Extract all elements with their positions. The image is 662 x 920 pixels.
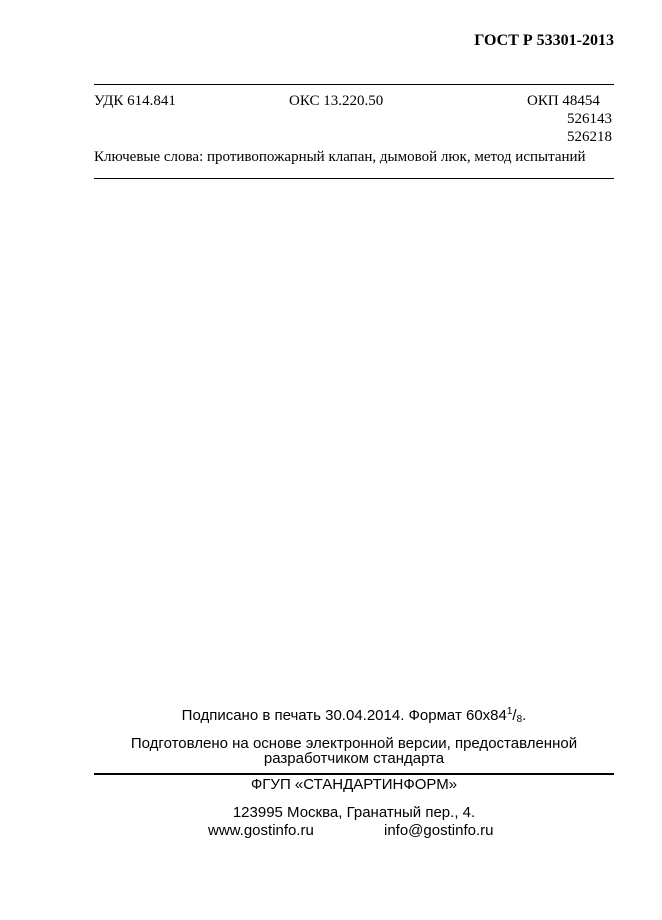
publisher-name: ФГУП «СТАНДАРТИНФОРМ» [250,776,458,793]
signed-text: Подписано в печать 30.04.2014. Формат 60x84 [181,707,507,724]
okp-code-extra-2: 526218 [567,129,612,145]
top-divider [94,84,614,85]
signed-to-print: Подписано в печать 30.04.2014. Формат $60x84^1/_8$. [181,706,527,725]
publisher-address: 123995 Москва, Гранатный пер., 4. [232,804,476,821]
oks-code: ОКС 13.220.50 [289,93,384,109]
email-link[interactable]: info@gostinfo.ru [384,822,494,839]
document-code: ГОСТ Р 53301-2013 [474,32,614,49]
okp-code-extra-1: 526143 [567,111,612,127]
udk-code: УДК 614.841 [94,93,176,109]
website-link[interactable]: www.gostinfo.ru [208,822,314,839]
prepared-note: Подготовлено на основе электронной версии, предоставленной разработчиком стандарта [130,735,578,767]
keywords-line: Ключевые слова: противопожарный клапан, дымовой люк, метод испытаний [94,149,586,165]
publisher-divider [94,773,614,775]
keywords-divider [94,178,614,179]
format-end: . [522,707,527,724]
okp-code: ОКП 48454 [527,93,600,109]
format-sup: 1 [506,706,513,717]
format-sub: 8 [516,714,523,725]
